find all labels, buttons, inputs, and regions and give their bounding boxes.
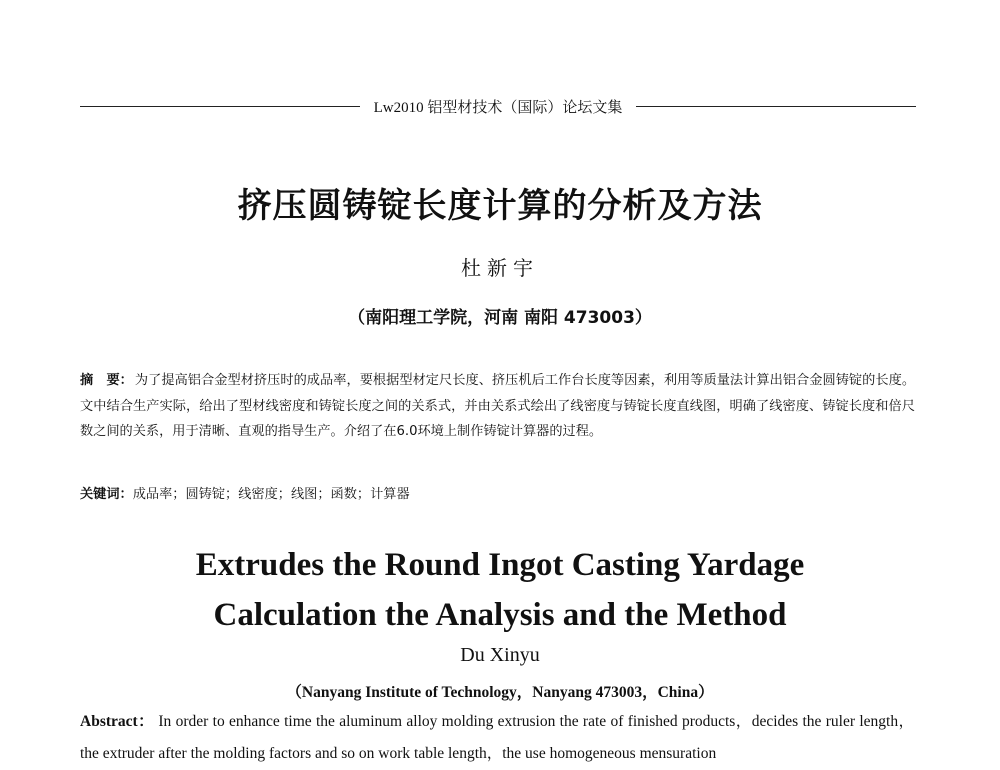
english-title-line-1: Extrudes the Round Ingot Casting Yardage	[195, 547, 805, 583]
chinese-keywords-label: 关键词：	[80, 487, 133, 502]
english-abstract	[80, 706, 914, 770]
chinese-abstract-label: 摘 要：	[80, 373, 133, 388]
header-rule-left	[80, 106, 360, 107]
english-title-line-2: Calculation the Analysis and the Method	[213, 597, 787, 633]
chinese-affiliation: （南阳理工学院，河南 南阳 473003）	[348, 308, 652, 328]
english-abstract-label: Abstract：	[80, 713, 155, 730]
chinese-author: 杜新宇	[461, 256, 539, 280]
header-rule-right	[636, 106, 916, 107]
chinese-keywords-text: 成品率；圆铸锭；线密度；线图；函数；计算器	[132, 487, 410, 502]
english-affiliation: （Nanyang Institute of Technology，Nanyang 473003，China）	[286, 684, 714, 701]
running-header-text: Lw2010 铝型材技术（国际）论坛文集	[373, 99, 623, 116]
running-header	[80, 94, 916, 118]
chinese-abstract-text: 为了提高铝合金型材挤压时的成品率，要根据型材定尺长度、挤压机后工作台长度等因素，利用等质量法计算出铝合金圆铸锭的长度。文中结合生产实际，给出了型材线密度和铸锭长度之间的关系式，并由关系式绘出了线密度与铸锭长度直线图，明确了线密度、铸锭长度和倍尺数之间的关系，用于清晰、直观的指导生产。介绍了在6.0环境上制作铸锭计算器的过程。	[80, 373, 916, 439]
chinese-abstract	[80, 368, 915, 445]
chinese-title: 挤压圆铸锭长度计算的分析及方法	[237, 186, 763, 226]
english-author: Du Xinyu	[460, 644, 540, 666]
english-title	[0, 540, 1000, 640]
chinese-keywords	[80, 484, 915, 506]
english-abstract-text: In order to enhance time the aluminum alloy molding extrusion the rate of finished products，decides the ruler length，the extruder after the molding factors and so on work table length，the use homogeneous mensuration	[80, 713, 915, 762]
